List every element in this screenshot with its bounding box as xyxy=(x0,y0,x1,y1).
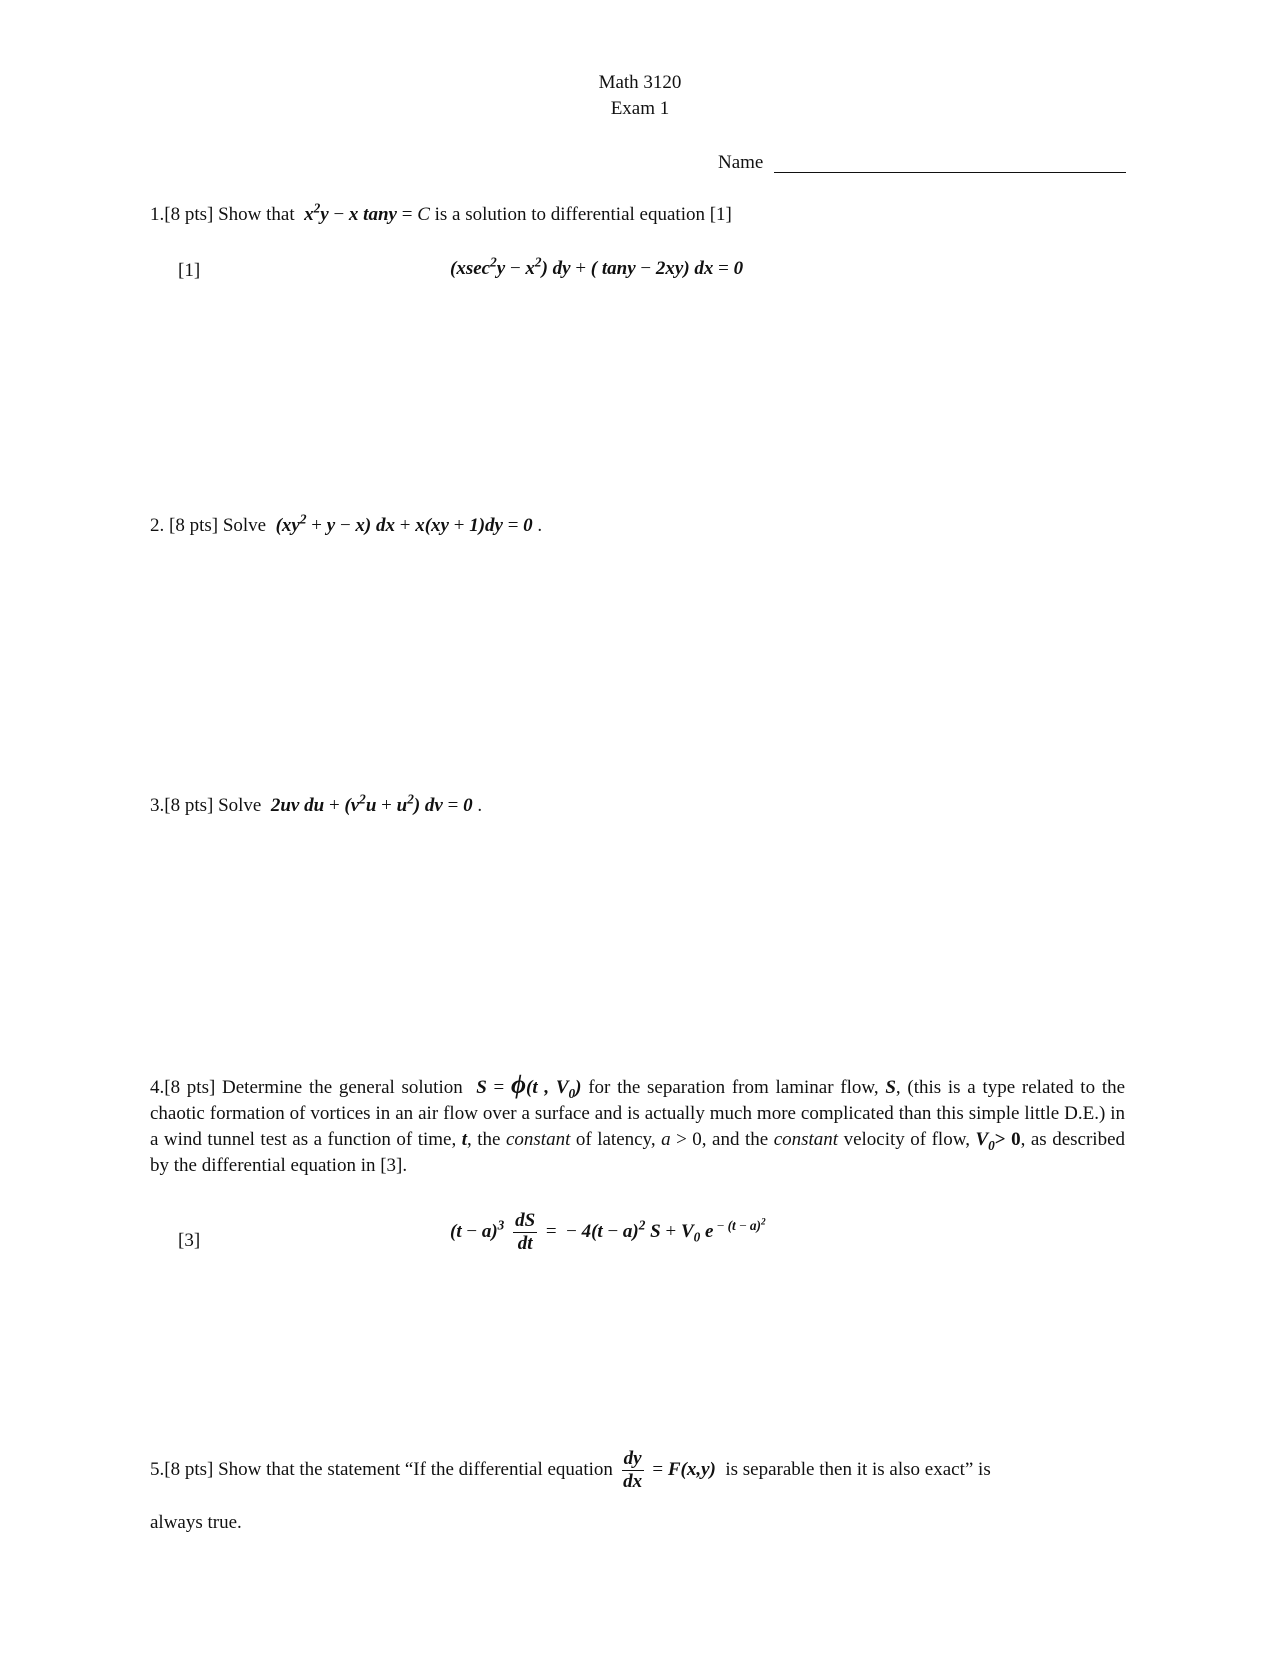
question-1-label: 1.[8 pts] Show that xyxy=(150,204,295,225)
question-2-label: 2. [8 pts] Solve xyxy=(150,515,267,536)
question-4-constant-2: constant xyxy=(773,1129,839,1150)
equation-1: $(xsec^2y - x^2)$ dy + ( tany − 2xy) dx = 0 xyxy=(450,254,744,279)
equation-3: $(t - a)^3$ $\frac{dS}{dt}$ = − $4(t - a)^2$ $S + V_0$ e $^{- (t - a)^2}$ xyxy=(450,1210,766,1254)
question-5-line-2: always true. xyxy=(150,1512,242,1533)
question-5-function: = F(x,y) xyxy=(652,1458,716,1480)
question-1 xyxy=(150,200,732,226)
question-4-text-2: , (this is a type related to the chaotic formation of vortices in an air flow over a surface and is actually much more complicated than this simple little D.E.) in a wind tunnel test as a function of time, xyxy=(150,1077,1126,1150)
equation-1-tag: [1] xyxy=(178,260,201,281)
question-4-text-1: for the separation from laminar flow, xyxy=(588,1077,879,1098)
question-4-label: 4.[8 pts] Determine the general solution xyxy=(150,1077,463,1098)
question-5-tail: is separable then it is also exact” is xyxy=(725,1458,991,1480)
question-1-solution-expression: $x^2y - x$ tany = C xyxy=(299,200,430,225)
question-4-constant-1: constant xyxy=(505,1129,571,1150)
question-5-derivative: $\frac{dy}{dx}$ xyxy=(623,1448,643,1492)
question-4-text-6: velocity of flow, xyxy=(843,1129,970,1150)
question-4-solution-form: S = ϕ(t , $V_0$) xyxy=(469,1070,582,1101)
question-5 xyxy=(150,1448,1125,1493)
question-4-text-7: , as described by the differential equation in [3]. xyxy=(150,1129,1125,1176)
question-1-tail: is a solution to differential equation [1] xyxy=(434,204,732,225)
name-blank-line[interactable] xyxy=(774,150,1126,173)
question-2-equation: $(xy^2 + y - x)$ dx + x(xy + 1)dy = 0 xyxy=(270,511,533,536)
question-2: 2. [8 pts] Solve $(xy^2 + y - x)$ dx + x(xy + 1)dy = 0 . xyxy=(150,511,543,536)
question-4-text-4: of latency, xyxy=(575,1129,656,1150)
question-4: 4.[8 pts] Determine the general solution S = ϕ(t , $V_0$) for the separation from laminar flow, S, (this is a type related to the chaotic formation of vortices in an air flow over a surface and is actually much more complicated than this simple little D.E.) in a wind tunnel test as a function of time, t, the constant of latency, a > 0, and the constant velocity of flow, $V_0> 0$, as described by the differential equation in [3]. xyxy=(150,1070,1126,1176)
exam-title: Exam 1 xyxy=(610,98,670,119)
question-3: 3.[8 pts] Solve 2uv du + $(v^2u + u^2)$ dv = 0 . xyxy=(150,791,483,816)
question-3-label: 3.[8 pts] Solve xyxy=(150,795,262,816)
course-title: Math 3120 xyxy=(598,72,682,93)
name-label: Name xyxy=(718,152,764,173)
question-4-text-5: > 0, and the xyxy=(676,1129,769,1150)
question-5-label: 5.[8 pts] Show that the statement “If the differential equation xyxy=(150,1458,613,1480)
equation-3-tag: [3] xyxy=(178,1230,201,1251)
question-4-text-3: , the xyxy=(467,1129,501,1150)
question-3-equation: 2uv du + $(v^2u + u^2)$ dv = 0 xyxy=(270,791,473,816)
